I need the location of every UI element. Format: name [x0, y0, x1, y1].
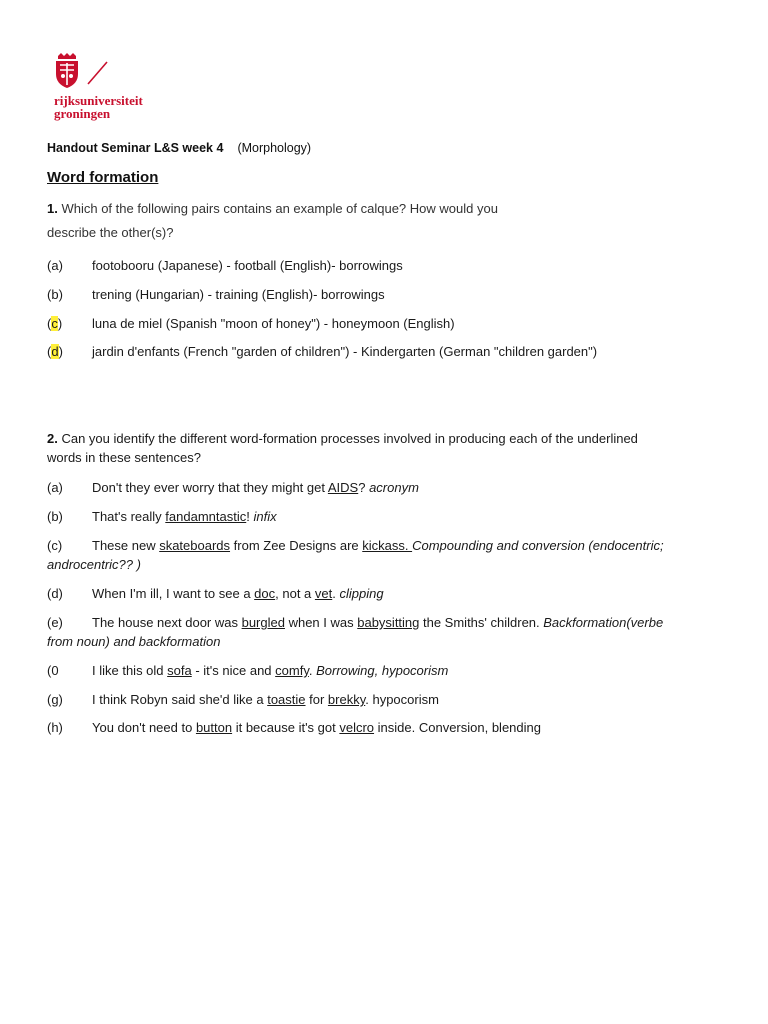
underlined-word: velcro — [339, 720, 375, 735]
university-logo — [52, 52, 172, 122]
question-number: 1. — [47, 201, 58, 216]
underlined-word: brekky — [327, 692, 366, 707]
item-label: (h) — [47, 720, 63, 735]
underlined-word: fandamntastic — [165, 509, 247, 524]
q2-item-e: (e) The house next door was burgled when I was babysitting the Smiths' children. Backformation(verbe from noun) and backformation — [47, 613, 737, 651]
q2-item-g: (g) I think Robyn said she'd like a toastie for brekky. hypocorism — [47, 692, 439, 707]
item-label: (g) — [47, 692, 63, 707]
answer-text-continued: from noun) and backformation — [47, 634, 221, 649]
underlined-word: doc — [254, 586, 276, 601]
q1-item-a — [47, 256, 737, 275]
underlined-word: button — [195, 720, 233, 735]
q2-item-b: (b) That's really fandamntastic! infix — [47, 509, 277, 524]
item-label: (c) — [47, 316, 63, 331]
q1-item-c — [47, 314, 737, 333]
answer-text: infix — [253, 509, 277, 524]
answer-text: Backformation(verbe — [543, 615, 664, 630]
highlighted-letter: c — [51, 316, 58, 331]
answer-text: acronym — [369, 480, 419, 495]
question-text-line-2: words in these sentences? — [47, 450, 201, 465]
handout-title-text: Handout Seminar L&S week 4 — [47, 141, 224, 155]
question-2 — [47, 429, 727, 467]
underlined-word: sofa — [167, 663, 192, 678]
q1-item-b — [47, 285, 737, 304]
item-label: (a) — [47, 258, 63, 273]
underlined-word: babysitting — [357, 615, 420, 630]
underlined-word: AIDS — [327, 480, 359, 495]
q2-item-c: (c) These new skateboards from Zee Designs are kickass. Compounding and conversion (endocentric; androcentric?? ) — [47, 536, 737, 574]
answer-text: Compounding and conversion (endocentric; — [412, 538, 664, 553]
underlined-word: skateboards — [159, 538, 231, 553]
q2-item-d: (d) When I'm ill, I want to see a doc, not a vet. clipping — [47, 586, 384, 601]
item-label: (0 — [47, 663, 59, 678]
handout-subtitle: (Morphology) — [237, 141, 312, 155]
question-number: 2. — [47, 431, 58, 446]
item-text: footobooru (Japanese) - football (English)- borrowings — [92, 258, 403, 273]
logo-line-1: rijksuniversiteit — [54, 93, 143, 108]
item-label: (a) — [47, 480, 63, 495]
item-label: (e) — [47, 615, 63, 630]
question-1 — [47, 199, 727, 243]
handout-title — [47, 141, 311, 155]
question-text-line-1: Can you identify the different word-formation processes involved in producing each of the underlined — [61, 431, 638, 446]
section-heading: Word formation — [47, 169, 159, 186]
crest-icon — [52, 52, 112, 92]
item-text: jardin d'enfants (French "garden of children") - Kindergarten (German "children garden") — [92, 344, 598, 359]
logo-wordmark — [54, 94, 143, 120]
item-label: (b) — [47, 287, 63, 302]
answer-text: clipping — [339, 586, 384, 601]
underlined-word: comfy — [275, 663, 309, 678]
underlined-word: burgled — [241, 615, 285, 630]
underlined-word: toastie — [267, 692, 306, 707]
item-label: (c) — [47, 538, 63, 553]
highlighted-letter: d — [51, 344, 59, 359]
underlined-word: vet — [314, 586, 333, 601]
q1-item-d — [47, 342, 737, 361]
item-text: trening (Hungarian) - training (English)- borrowings — [92, 287, 385, 302]
item-text: luna de miel (Spanish "moon of honey") - honeymoon (English) — [92, 316, 455, 331]
question-text-line-2: describe the other(s)? — [47, 225, 174, 240]
logo-line-2: groningen — [54, 106, 111, 121]
item-label: (d) — [47, 586, 63, 601]
answer-text-continued: androcentric?? ) — [47, 557, 141, 572]
q2-item-f: (0 I like this old sofa - it's nice and comfy. Borrowing, hypocorism — [47, 663, 449, 678]
q2-item-a: (a) Don't they ever worry that they might get AIDS? acronym — [47, 480, 419, 495]
underlined-word: kickass. — [362, 538, 413, 553]
answer-text: Borrowing, hypocorism — [316, 663, 449, 678]
item-label: (d) — [47, 344, 63, 359]
question-text-line-1: Which of the following pairs contains an example of calque? How would you — [61, 201, 498, 216]
q2-item-h: (h) You don't need to button it because it's got velcro inside. Conversion, blending — [47, 720, 541, 735]
item-label: (b) — [47, 509, 63, 524]
